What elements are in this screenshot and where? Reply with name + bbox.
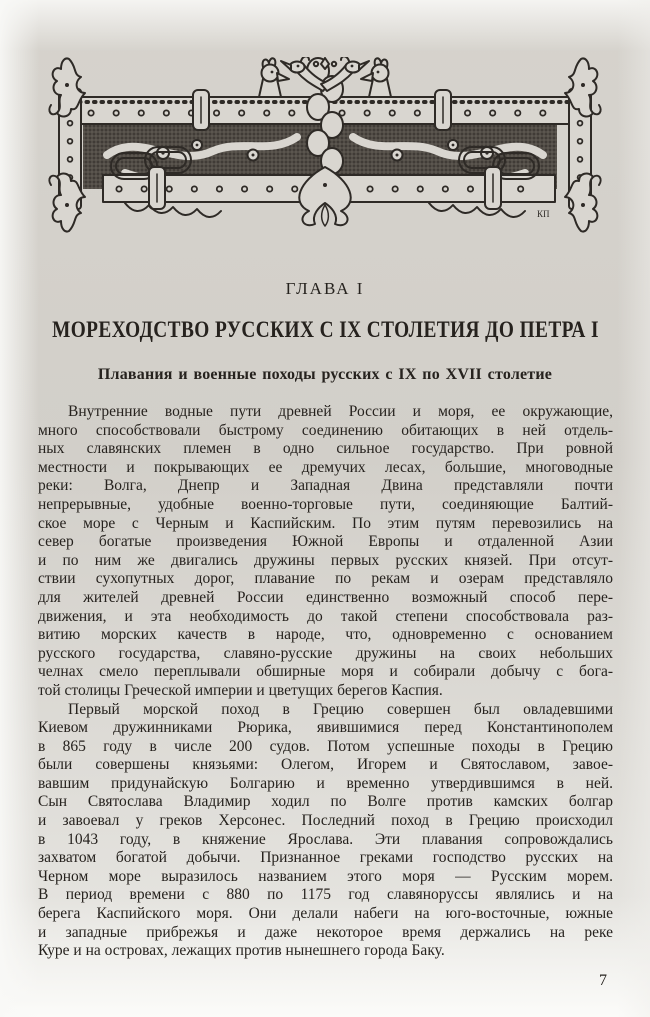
text-line: Киевом дружинниками Рюрика, явившимися перед Константинополем bbox=[38, 719, 613, 737]
text-line: ствии сухопутных дорог, плавание по рекам и озерам представляло bbox=[38, 570, 613, 588]
text-line: вавшим придунайскую Болгарию и временно утвердившимся в ней. bbox=[38, 774, 613, 792]
text-line: непрерывные, удобные военно-торговые пути, соединяющие Балтий- bbox=[38, 495, 613, 513]
text-line: много способствовали быстрому соединению обитающих в ней отдель- bbox=[38, 421, 613, 439]
page-number: 7 bbox=[599, 972, 607, 989]
text-line: реки: Волга, Днепр и Западная Двина представляли почти bbox=[38, 477, 613, 495]
text-line: север богатые произведения Южной Европы и отдаленной Азии bbox=[38, 533, 613, 551]
chapter-heading: ГЛАВА I bbox=[285, 279, 365, 298]
text-line: ных славянских племен в одно сильное государство. При ровной bbox=[38, 440, 613, 458]
text-line: в 865 году в числе 200 судов. Потом успешные походы в Грецию bbox=[38, 737, 613, 755]
text-line: берега Каспийского моря. Они делали набеги на юго-восточные, южные bbox=[38, 905, 613, 923]
text-line: В период времени с 880 по 1175 год славяноруссы являлись и на bbox=[38, 886, 613, 904]
text-line: челнах смело переплывали обширные моря и собирали добычу с бога- bbox=[38, 663, 613, 681]
text-line: захватом богатой добычи. Признанное греками господство русских на bbox=[38, 849, 613, 867]
page-subtitle: Плавания и военные походы русских с IX по XVII столетие bbox=[97, 366, 553, 383]
ornament-monogram: КП bbox=[537, 209, 550, 219]
text-line: Черном море выразилось названием этого моря — Русским морем. bbox=[38, 867, 613, 885]
text-line: и западные прибрежья и даже некоторое время держались на реке bbox=[38, 923, 613, 941]
text-line: и завоевал у греков Херсонес. Последний поход в Грецию происходил bbox=[38, 812, 613, 830]
text-line: ское море с Черным и Каспийским. По этим путям перевозились на bbox=[38, 514, 613, 532]
text-line: движения, и эта необходимость до такой степени способствовала раз- bbox=[38, 607, 613, 625]
headpiece-ornament bbox=[45, 57, 605, 233]
text-line: Первый морской поход в Грецию совершен был овладевшими bbox=[68, 700, 613, 718]
text-line: Куре и на островах, лежащих против нынешнего города Баку. bbox=[38, 942, 445, 960]
page-title bbox=[0, 317, 650, 343]
text-line: были совершены князьями: Олегом, Игорем и Святославом, завое- bbox=[38, 756, 613, 774]
body-text bbox=[38, 403, 613, 961]
text-line: русского государства, славяно-русские дружины на своих небольших bbox=[38, 644, 613, 662]
headpiece-engraving-icon bbox=[45, 57, 605, 233]
text-line: Сын Святослава Владимир ходил по Волге против камских болгар bbox=[38, 793, 613, 811]
text-line: для жителей древней России единственно возможный способ пере- bbox=[38, 588, 613, 606]
text-line: витию морских качеств в народе, что, одновременно с основанием bbox=[38, 626, 613, 644]
text-line: и по ним же двигались дружины первых русских князей. При отсут- bbox=[38, 551, 613, 569]
page-title-text: МОРЕХОДСТВО РУССКИХ С IX СТОЛЕТИЯ ДО ПЕТРА I bbox=[52, 317, 599, 342]
text-line: местности и покрывающих ее дремучих лесах, большие, многоводные bbox=[38, 458, 613, 476]
text-line: Внутренние водные пути древней России и моря, ее окружающие, bbox=[68, 403, 613, 420]
text-line: той столицы Греческой империи и цветущих берегов Каспия. bbox=[38, 681, 443, 699]
text-line: в 1043 году, в княжение Ярослава. Эти плавания сопровождались bbox=[38, 830, 613, 848]
